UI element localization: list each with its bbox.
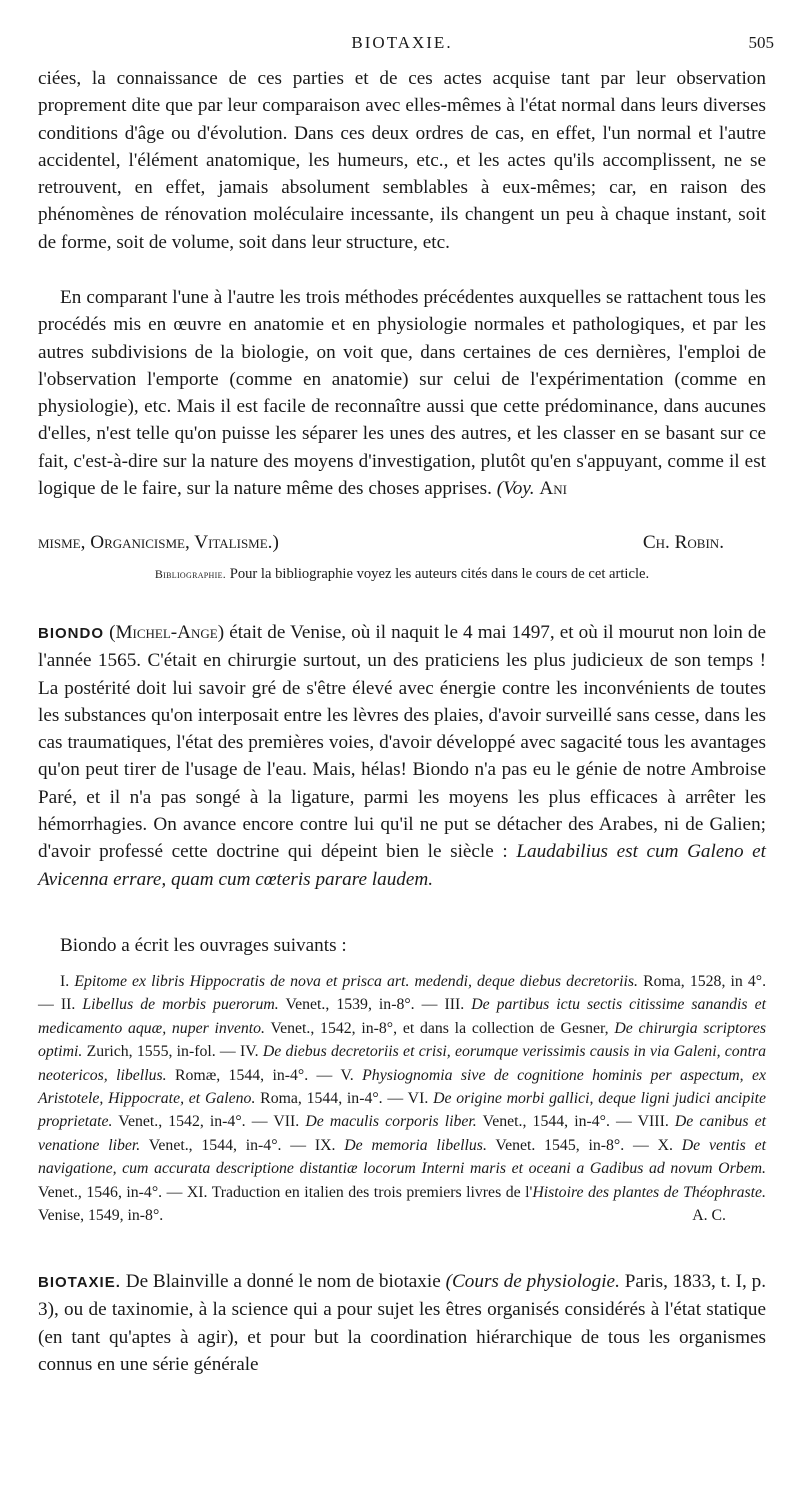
biondo-name: (Michel-Ange)	[109, 622, 225, 643]
biondo-paragraph-2: Biondo a écrit les ouvrages suivants :	[60, 935, 347, 956]
previous-article-paragraph-1: ciées, la connaissance de ces parties et de ces actes acquise tant par leur observation proprement dite que par leur comparaison avec elles-mêmes à l'état normal dans leurs diverses conditions d'âge ou d'évolution. Dans ces deux ordres de cas, en effet, l'un normal et l'autre accidentel, l'élément anatomique, les humeurs, etc., et les actes qu'ils accomplissent, ne se retrouvent, en effet, jamais absolument semblables à eux-mêmes; car, en raison des phénomènes de rénovation moléculaire incessante, ils changent un peu à chaque instant, soit de forme, soit de volume, soit dans leur structure, etc.	[38, 68, 766, 253]
work-item: VIII. De canibus et venatione liber. Venet., 1544, in-4°. —	[38, 1113, 767, 1154]
work-item: VI. De origine morbi gallici, deque ligni judici ancipite proprietate. Venet., 1542, in-4°. —	[38, 1090, 767, 1131]
biondo-works-list	[38, 970, 766, 1227]
work-item: III. De partibus ictu sectis citissime sanandis et medicamento aquæ, nuper invento. Venet., 1542, in-8°, et dans la collection de Gesner,	[38, 996, 766, 1037]
work-item: VII. De maculis corporis liber. Venet., 1544, in-4°. —	[273, 1113, 632, 1131]
latin-quote: Laudabilius est cum Galeno et Avicenna errare, quam cum cœteris parare laudem.	[38, 841, 766, 890]
running-head	[38, 33, 774, 57]
biondo-paragraph-1	[38, 619, 766, 893]
biondo-headword: BIONDO	[38, 625, 104, 642]
article-author: Ch. Robin.	[642, 532, 724, 553]
work-item: XI. Traduction en italien des trois premiers livres de l'Histoire des plantes de Théophraste. Venise, 1549, in-8°.	[38, 1183, 766, 1225]
biotaxie-paragraph	[38, 1268, 766, 1378]
running-title: BIOTAXIE.	[351, 33, 453, 52]
work-item: De chirurgia scriptores optimi. Zurich, 1555, in-fol. —	[38, 1019, 766, 1061]
work-item: X. De ventis et navigatione, cum accurata descriptione distantiæ locorum Interni maris et oceani a Gadibus ad novum Orbem. Venet., 1546, in-4°. —	[38, 1136, 766, 1201]
work-item: IX. De memoria libellus. Venet. 1545, in-8°. —	[314, 1136, 649, 1154]
paragraph-2-text: En comparant l'une à l'autre les trois méthodes précédentes auxquelles se rattachent tous les procédés mis en œuvre en anatomie et en physiologie normales et pathologiques, et par les autres subdivisions de la biologie, on voit que, dans certaines de ces dernières, l'emploi de l'observation l'emporte (comme en anatomie) sur celui de l'expérimentation (comme en physiologie), etc. Mais il est facile de reconnaître aussi que cette prédominance, dans aucunes d'elles, n'est telle qu'on puisse les séparer les unes des autres, et les classer en se basant sur ce fait, c'est-à-dire sur la nature des moyens d'investigation, plutôt qu'en s'appuyant, comme il est logique de le faire, sur la nature même des choses apprises.	[38, 287, 766, 500]
bibliography-label: Bibliographie.	[154, 567, 227, 581]
cross-refs: misme, Organicisme, Vitalisme.)	[38, 532, 279, 553]
bibliography-note	[38, 566, 766, 583]
ani-ref: Ani	[539, 478, 567, 500]
bibliography-text: Pour la bibliographie voyez les auteurs cités dans le cours de cet article.	[229, 566, 650, 582]
voy-ref: (Voy.	[496, 478, 535, 500]
biotaxie-headword: BIOTAXIE.	[38, 1274, 121, 1291]
biotaxie-text-1: De Blainville a donné le nom de biotaxie	[125, 1271, 441, 1292]
biotaxie-reference: (Cours de physiologie.	[445, 1271, 620, 1292]
biotaxie-text-2: Paris, 1833, t. I, p. 3), ou de taxinomie, à la science qui a pour sujet les êtres organisés considérés à l'état statique (en tant qu'aptes à agir), et pour but la coordination hiérarchique de tous les organismes connus en une série générale	[38, 1271, 766, 1375]
biondo-text: était de Venise, où il naquit le 4 mai 1497, et où il mourut non loin de l'année 1565. C'était en chirurgie surtout, un des praticiens les plus judicieux de son temps ! La postérité doit lui savoir gré de s'être élevé avec énergie contre les inconvénients de toutes les substances qu'on interposait entre les lèvres des plaies, d'avoir surveillé sans cesse, dans les cas traumatiques, l'état des premières voies, d'avoir développé avec sagacité tous les avantages qu'on peut tirer de l'usage de l'eau. Mais, hélas! Biondo n'a pas eu le génie de notre Ambroise Paré, et il n'a pas songé à la ligature, parmi les moyens les plus efficaces à arrêter les hémorrhagies. On avance encore contre lui qu'il ne put se détacher des Arabes, ni de Galien; d'avoir professé cette doctrine qui dépeint bien le siècle :	[38, 622, 766, 863]
biondo-author: A. C.	[692, 1207, 726, 1225]
page-number: 505	[748, 33, 774, 52]
work-item: IV. De diebus decretoriis et crisi, eorumque verissimis causis in via Galeni, contra neotericos, libellus. Romæ, 1544, in-4°. —	[38, 1043, 767, 1084]
work-item: V. Physiognomia sive de cognitione hominis per aspectum, ex Aristotele, Hippocrate, et Galeno. Roma, 1544, in-4°. —	[38, 1066, 766, 1108]
previous-article-paragraph-2	[38, 284, 766, 502]
work-item: I. Epitome ex libris Hippocratis de nova et prisca art. medendi, deque diebus decretoriis. Roma, 1528, in 4°. —	[38, 973, 767, 1014]
cross-ref-line	[38, 529, 766, 556]
work-item: II. Libellus de morbis puerorum. Venet., 1539, in-8°. —	[60, 996, 438, 1014]
